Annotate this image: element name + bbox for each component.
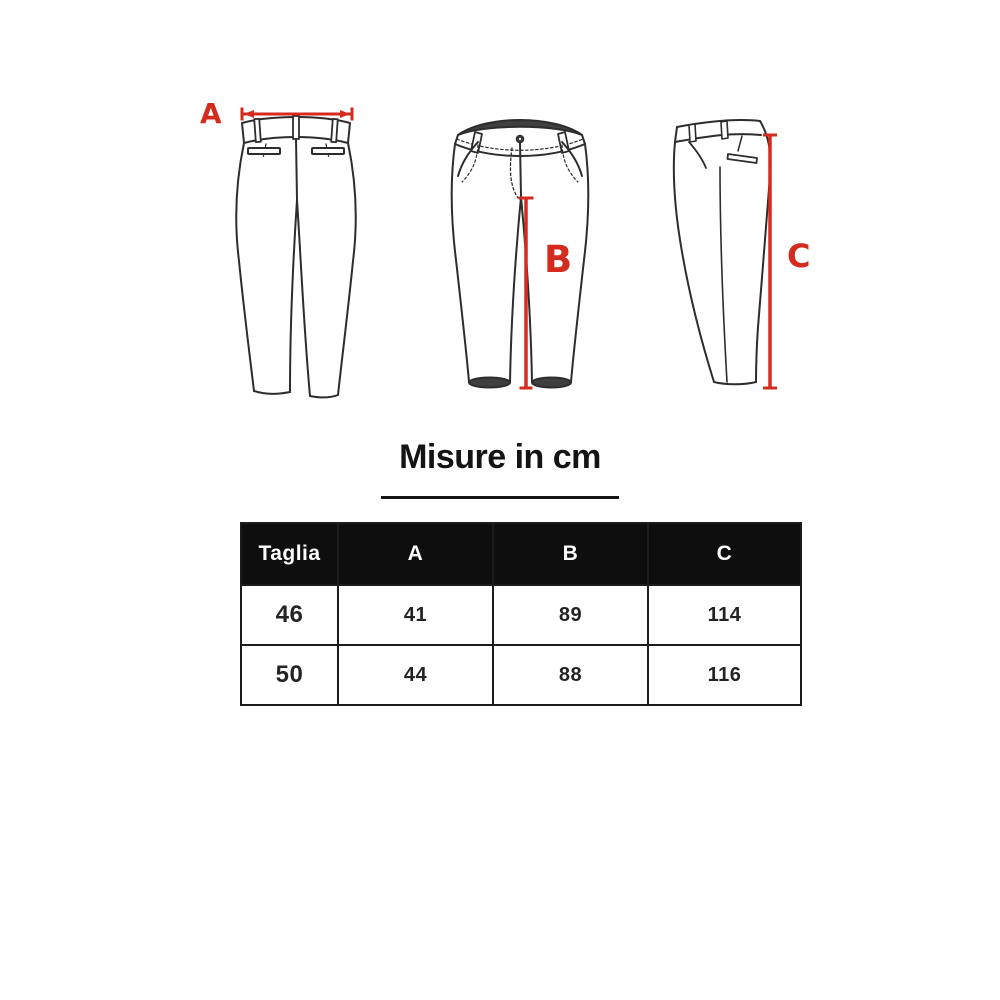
cell-size: 46 <box>241 585 338 645</box>
cell-measure-a: 41 <box>338 585 493 645</box>
measure-label-c: C <box>787 237 811 275</box>
size-table-header-row <box>241 523 801 585</box>
title-underline <box>381 496 619 499</box>
cell-size: 50 <box>241 645 338 705</box>
cell-measure-b: 88 <box>493 645 648 705</box>
header-cell-c: C <box>648 523 801 585</box>
pants-back-view-illustration <box>226 106 366 402</box>
measure-line-c <box>763 135 777 388</box>
measure-label-b: B <box>544 238 573 281</box>
cell-measure-c: 114 <box>648 585 801 645</box>
page-title: Misure in cm <box>399 438 601 476</box>
table-row-size-46 <box>241 585 801 645</box>
header-cell-taglia: Taglia <box>241 523 338 585</box>
header-cell-a: A <box>338 523 493 585</box>
cell-measure-c: 116 <box>648 645 801 705</box>
cell-measure-a: 44 <box>338 645 493 705</box>
size-table <box>240 522 802 706</box>
cell-measure-b: 89 <box>493 585 648 645</box>
pants-front-view-illustration <box>448 108 596 393</box>
measure-label-a: A <box>200 97 222 130</box>
pants-side-view-illustration <box>670 112 782 394</box>
table-row-size-50 <box>241 645 801 705</box>
header-cell-b: B <box>493 523 648 585</box>
